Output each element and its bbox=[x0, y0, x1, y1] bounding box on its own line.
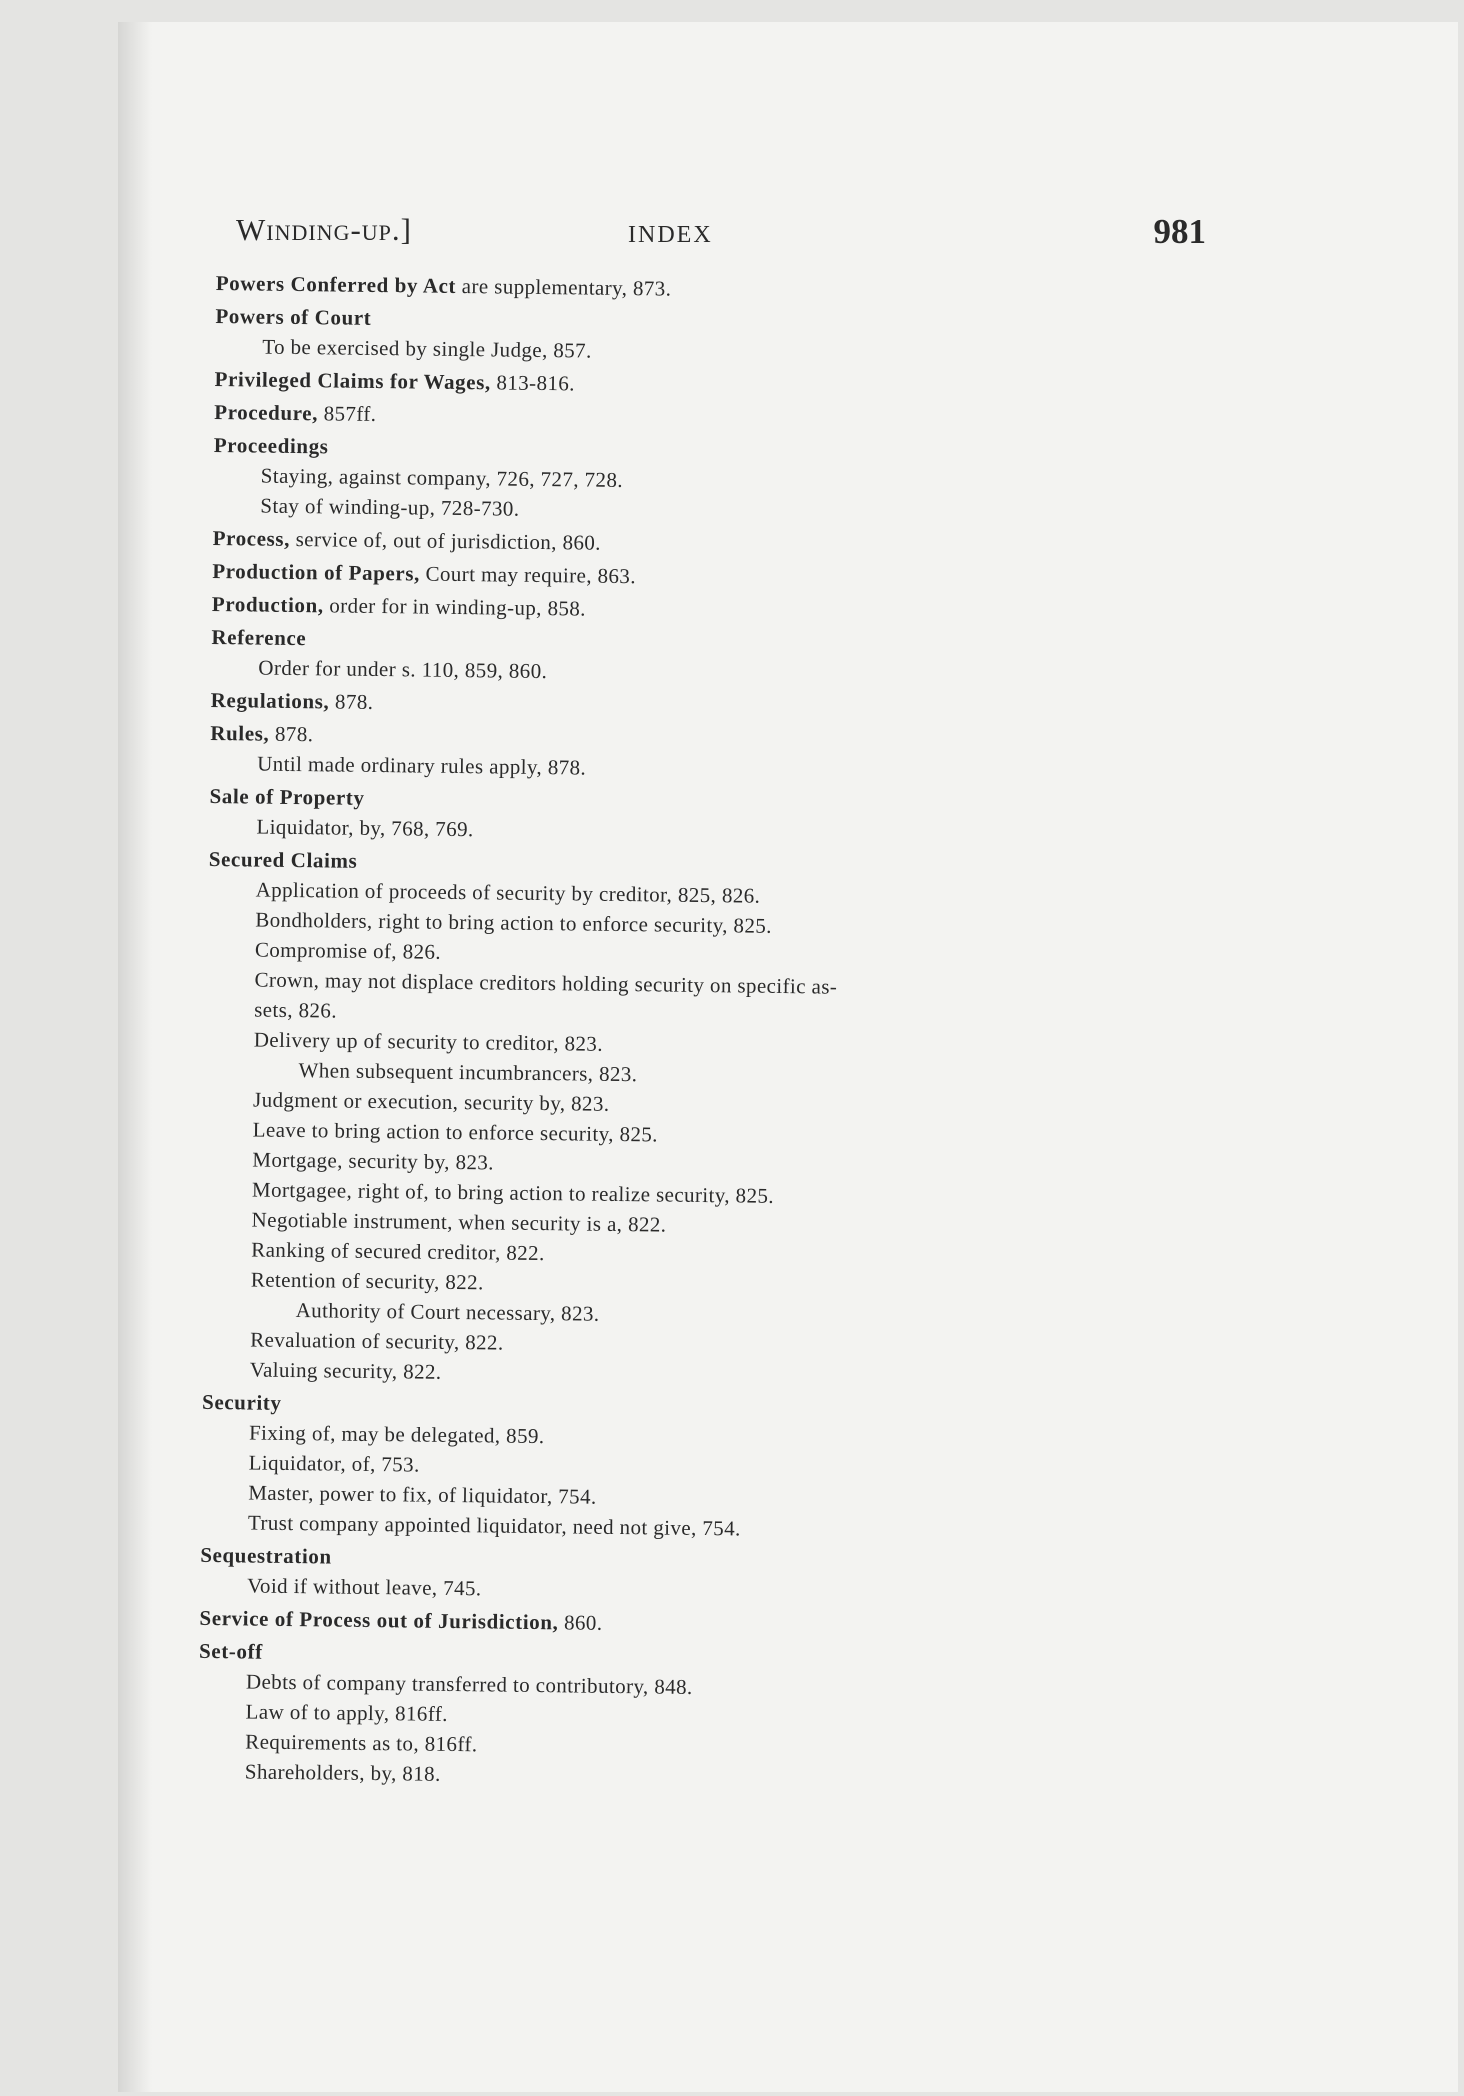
index-reference: 878. bbox=[329, 689, 374, 714]
index-subentry: Void if without leave, 745. bbox=[247, 1573, 482, 1601]
index-subentry: Negotiable instrument, when security is a, 822. bbox=[251, 1207, 667, 1237]
index-term: Secured Claims bbox=[208, 846, 358, 873]
index-reference: Court may require, 863. bbox=[419, 561, 637, 589]
page-title: INDEX bbox=[628, 222, 713, 248]
index-term: Powers of Court bbox=[215, 303, 372, 330]
index-entry bbox=[197, 1636, 1189, 1798]
index-subentry: Authority of Court necessary, 823. bbox=[295, 1298, 600, 1326]
index-term: Sale of Property bbox=[209, 783, 365, 810]
index-entry bbox=[202, 844, 1199, 1396]
index-term: Rules, bbox=[210, 720, 270, 746]
index-subentry: Requirements as to, 816ff. bbox=[245, 1729, 478, 1757]
index-subentry-continuation: sets, 826. bbox=[254, 997, 338, 1023]
index-subentry: Until made ordinary rules apply, 878. bbox=[257, 751, 587, 780]
index-subentry: Mortgage, security by, 823. bbox=[252, 1147, 495, 1175]
index-reference: 860. bbox=[558, 1610, 603, 1635]
index-subentry: Delivery up of security to creditor, 823. bbox=[253, 1027, 604, 1056]
index-subentry: Compromise of, 826. bbox=[254, 937, 442, 964]
index-term: Powers Conferred by Act bbox=[215, 270, 457, 298]
running-head bbox=[236, 212, 1206, 262]
index-entry bbox=[210, 718, 1201, 790]
index-term: Process, bbox=[212, 525, 291, 551]
index-subentry: Judgment or execution, security by, 823. bbox=[252, 1087, 610, 1116]
index-term: Procedure, bbox=[214, 399, 319, 426]
index-subentry: Mortgagee, right of, to bring action to realize security, 825. bbox=[251, 1177, 775, 1208]
index-entry bbox=[213, 430, 1204, 532]
index-reference: 857ff. bbox=[317, 401, 377, 426]
index-subentry: Master, power to fix, of liquidator, 754. bbox=[248, 1480, 597, 1509]
index-term: Regulations, bbox=[210, 687, 330, 714]
index-subentry: To be exercised by single Judge, 857. bbox=[262, 334, 592, 363]
index-subentry: Order for under s. 110, 859, 860. bbox=[258, 655, 548, 684]
index-subentry: Application of proceeds of security by creditor, 825, 826. bbox=[255, 877, 761, 908]
index-subentry: Revaluation of security, 822. bbox=[250, 1327, 504, 1355]
index-reference: order for in winding-up, 858. bbox=[323, 593, 587, 621]
gutter-shadow bbox=[118, 22, 152, 2092]
index-subentry: Liquidator, of, 753. bbox=[248, 1450, 420, 1477]
index-subentry: Law of to apply, 816ff. bbox=[245, 1699, 448, 1726]
index-subentry: When subsequent incumbrancers, 823. bbox=[298, 1058, 638, 1087]
section-title: Winding-up.] bbox=[236, 212, 412, 247]
index-entry bbox=[209, 781, 1200, 853]
index-subentry: Bondholders, right to bring action to enforce security, 825. bbox=[255, 907, 773, 938]
index-subentry: Valuing security, 822. bbox=[249, 1357, 442, 1384]
index-subentry: Leave to bring action to enforce security, 825. bbox=[252, 1117, 659, 1147]
index-entry bbox=[211, 622, 1202, 694]
index-term: Service of Process out of Jurisdiction, bbox=[199, 1605, 559, 1635]
index-reference: 878. bbox=[269, 721, 314, 747]
index-subentry: Stay of winding-up, 728-730. bbox=[260, 493, 520, 521]
index-entries bbox=[197, 268, 1206, 1801]
index-reference: service of, out of jurisdiction, 860. bbox=[289, 526, 602, 555]
index-term: Sequestration bbox=[200, 1542, 332, 1569]
index-term: Reference bbox=[211, 624, 307, 651]
index-term: Set-off bbox=[198, 1638, 263, 1664]
page-number: 981 bbox=[1153, 212, 1206, 251]
index-subentry: Ranking of secured creditor, 822. bbox=[251, 1237, 545, 1266]
index-subentry: Staying, against company, 726, 727, 728. bbox=[260, 463, 624, 492]
index-term: Production, bbox=[211, 591, 324, 618]
index-term: Security bbox=[201, 1389, 282, 1415]
index-term: Privileged Claims for Wages, bbox=[214, 366, 491, 395]
index-entry bbox=[200, 1387, 1192, 1549]
index-subentry: Debts of company transferred to contributory, 848. bbox=[245, 1669, 693, 1699]
index-entry bbox=[215, 301, 1206, 373]
index-entry bbox=[200, 1540, 1191, 1612]
index-subentry: Trust company appointed liquidator, need not give, 754. bbox=[247, 1510, 741, 1541]
index-subentry: Liquidator, by, 768, 769. bbox=[256, 814, 474, 842]
index-subentry: Retention of security, 822. bbox=[250, 1267, 484, 1295]
index-reference: 813-816. bbox=[490, 370, 576, 396]
index-subentry: Shareholders, by, 818. bbox=[244, 1759, 441, 1786]
index-subentry: Crown, may not displace creditors holding security on specific as- bbox=[254, 967, 838, 999]
index-term: Proceedings bbox=[213, 432, 329, 459]
index-term: Production of Papers, bbox=[212, 558, 421, 586]
index-subentry: Fixing of, may be delegated, 859. bbox=[248, 1420, 545, 1449]
index-reference: are supplementary, 873. bbox=[455, 273, 672, 301]
